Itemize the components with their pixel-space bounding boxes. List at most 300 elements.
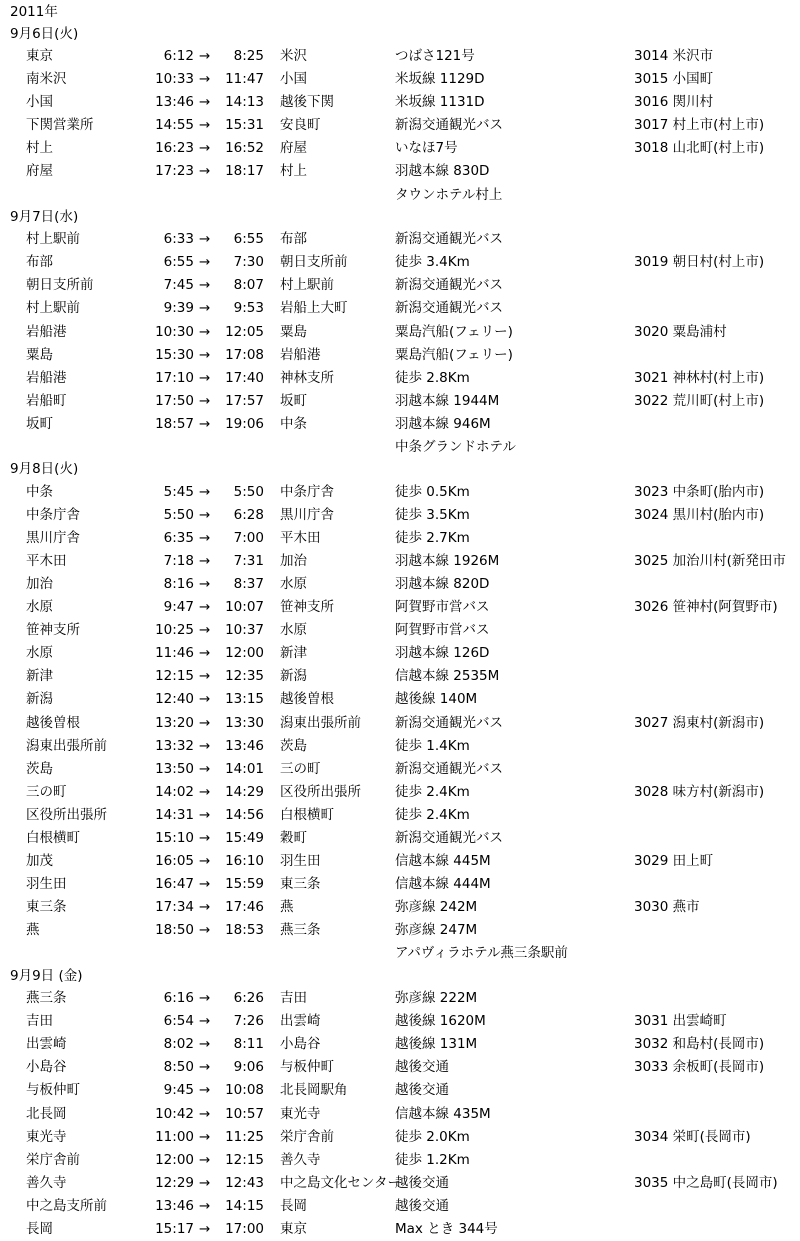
transport-mode: 徒歩 2.0Km bbox=[395, 1128, 470, 1145]
arrow-icon: → bbox=[199, 94, 211, 111]
arrival-station: 水原 bbox=[280, 575, 307, 592]
departure-station: 村上駅前 bbox=[26, 231, 80, 248]
departure-time: 16:23 bbox=[155, 140, 194, 157]
arrow-icon: → bbox=[199, 1197, 211, 1214]
municipality-note: 3020 粟島浦村 bbox=[634, 323, 727, 340]
arrival-time: 15:31 bbox=[225, 117, 264, 134]
arrival-time: 13:15 bbox=[225, 691, 264, 708]
departure-station: 新津 bbox=[26, 668, 53, 685]
arrival-station: 粟島 bbox=[280, 323, 307, 340]
itinerary-row bbox=[0, 550, 800, 573]
departure-time: 14:55 bbox=[155, 117, 194, 134]
departure-station: 岩船港 bbox=[26, 369, 67, 386]
transport-mode: 羽越本線 1926M bbox=[395, 552, 500, 569]
transport-mode: 羽越本線 820D bbox=[395, 575, 490, 592]
day-heading: 9月9日 (金) bbox=[10, 967, 83, 984]
arrival-time: 18:17 bbox=[225, 163, 264, 180]
arrival-time: 8:11 bbox=[233, 1036, 264, 1053]
arrow-icon: → bbox=[199, 922, 211, 939]
transport-mode: 信越本線 435M bbox=[395, 1105, 491, 1122]
transport-mode: 弥彦線 247M bbox=[395, 922, 478, 939]
transport-mode: 羽越本線 126D bbox=[395, 645, 490, 662]
transport-mode: 越後線 1620M bbox=[395, 1013, 486, 1030]
itinerary-row bbox=[0, 45, 800, 68]
municipality-note: 3030 燕市 bbox=[634, 899, 700, 916]
arrival-time: 14:01 bbox=[225, 760, 264, 777]
arrival-station: 平木田 bbox=[280, 529, 321, 546]
arrow-icon: → bbox=[199, 599, 211, 616]
itinerary-row bbox=[0, 781, 800, 804]
departure-time: 15:30 bbox=[155, 346, 194, 363]
transport-mode: 越後線 131M bbox=[395, 1036, 478, 1053]
arrival-time: 13:46 bbox=[225, 737, 264, 754]
municipality-note: 3014 米沢市 bbox=[634, 48, 714, 64]
municipality-note: 3034 栄町(長岡市) bbox=[634, 1128, 751, 1145]
arrival-station: 新津 bbox=[280, 645, 307, 662]
transport-mode: 新潟交通観光バス bbox=[395, 277, 503, 294]
transport-mode: 信越本線 2535M bbox=[395, 668, 500, 685]
itinerary-row bbox=[0, 160, 800, 183]
arrival-station: 白根横町 bbox=[280, 806, 334, 823]
transport-mode: 越後交通 bbox=[395, 1082, 449, 1099]
departure-time: 10:30 bbox=[155, 323, 194, 340]
municipality-note: 3022 荒川町(村上市) bbox=[634, 392, 765, 409]
arrival-time: 18:53 bbox=[225, 922, 264, 939]
arrow-icon: → bbox=[199, 876, 211, 893]
departure-time: 14:31 bbox=[155, 806, 194, 823]
itinerary-row bbox=[0, 573, 800, 596]
arrow-icon: → bbox=[199, 277, 211, 294]
arrival-station: 三の町 bbox=[280, 760, 321, 777]
departure-station: 新潟 bbox=[26, 691, 53, 708]
itinerary-row bbox=[0, 68, 800, 91]
transport-mode: 米坂線 1131D bbox=[395, 94, 485, 111]
transport-mode: 新潟交通観光バス bbox=[395, 117, 503, 134]
arrival-time: 8:37 bbox=[233, 575, 264, 592]
arrow-icon: → bbox=[199, 323, 211, 340]
arrival-station: 長岡 bbox=[280, 1197, 307, 1214]
municipality-note: 3027 潟東村(新潟市) bbox=[634, 714, 765, 731]
arrival-station: 米沢 bbox=[280, 48, 307, 64]
municipality-note: 3028 味方村(新潟市) bbox=[634, 783, 765, 800]
arrival-station: 新潟 bbox=[280, 668, 307, 685]
arrival-station: 中条庁舎 bbox=[280, 483, 334, 500]
municipality-note: 3035 中之島町(長岡市) bbox=[634, 1174, 778, 1191]
arrow-icon: → bbox=[199, 483, 211, 500]
arrival-time: 12:05 bbox=[225, 323, 264, 340]
arrival-time: 15:49 bbox=[225, 830, 264, 846]
departure-station: 燕三条 bbox=[26, 990, 67, 1007]
arrow-icon: → bbox=[199, 1221, 211, 1237]
itinerary-row bbox=[0, 527, 800, 550]
arrival-time: 17:40 bbox=[225, 369, 264, 386]
arrival-time: 12:35 bbox=[225, 668, 264, 685]
arrival-time: 10:57 bbox=[225, 1105, 264, 1122]
transport-mode: 羽越本線 946M bbox=[395, 415, 491, 432]
transport-mode: 徒歩 2.8Km bbox=[395, 369, 470, 386]
arrow-icon: → bbox=[199, 990, 211, 1007]
hotel-line: タウンホテル村上 bbox=[395, 186, 503, 203]
transport-mode: 越後交通 bbox=[395, 1059, 449, 1076]
arrival-time: 7:00 bbox=[233, 529, 264, 546]
arrival-station: 潟東出張所前 bbox=[280, 714, 361, 731]
departure-station: 村上駅前 bbox=[26, 300, 80, 317]
itinerary-document bbox=[0, 2, 800, 1241]
departure-time: 10:42 bbox=[155, 1105, 194, 1122]
municipality-note: 3025 加治川村(新発田市 bbox=[634, 552, 786, 569]
arrival-time: 13:30 bbox=[225, 714, 264, 731]
departure-time: 16:05 bbox=[155, 853, 194, 870]
departure-time: 13:32 bbox=[155, 737, 194, 754]
transport-mode: 徒歩 2.4Km bbox=[395, 783, 470, 800]
arrival-station: 東三条 bbox=[280, 876, 321, 893]
day-heading: 9月6日(火) bbox=[10, 25, 79, 42]
arrow-icon: → bbox=[199, 369, 211, 386]
departure-station: 越後曽根 bbox=[26, 714, 80, 731]
arrow-icon: → bbox=[199, 1105, 211, 1122]
itinerary-row bbox=[0, 1172, 800, 1195]
departure-station: 区役所出張所 bbox=[26, 806, 107, 823]
departure-station: 東三条 bbox=[26, 899, 67, 916]
itinerary-row bbox=[0, 1195, 800, 1218]
departure-time: 6:12 bbox=[163, 48, 194, 64]
arrival-station: 府屋 bbox=[280, 140, 307, 157]
departure-station: 粟島 bbox=[26, 346, 53, 363]
arrival-station: 坂町 bbox=[280, 392, 307, 409]
arrival-time: 17:08 bbox=[225, 346, 264, 363]
departure-station: 中条 bbox=[26, 483, 53, 500]
arrival-station: 朝日支所前 bbox=[280, 254, 348, 271]
itinerary-row bbox=[0, 390, 800, 413]
departure-time: 6:35 bbox=[163, 529, 194, 546]
departure-time: 11:46 bbox=[155, 645, 194, 662]
departure-station: 黒川庁舎 bbox=[26, 529, 80, 546]
arrow-icon: → bbox=[199, 117, 211, 134]
municipality-note: 3026 笹神村(阿賀野市) bbox=[634, 599, 778, 616]
departure-station: 吉田 bbox=[26, 1013, 53, 1030]
arrival-time: 8:25 bbox=[233, 48, 264, 64]
arrival-station: 笹神支所 bbox=[280, 599, 334, 616]
itinerary-row bbox=[0, 850, 800, 873]
arrow-icon: → bbox=[199, 1059, 211, 1076]
transport-mode: いなほ7号 bbox=[395, 140, 458, 157]
hotel-line: アパヴィラホテル燕三条駅前 bbox=[395, 945, 568, 962]
itinerary-row bbox=[0, 367, 800, 390]
itinerary-row bbox=[0, 642, 800, 665]
itinerary-row bbox=[0, 91, 800, 114]
transport-mode: 新潟交通観光バス bbox=[395, 830, 503, 846]
departure-station: 下関営業所 bbox=[26, 117, 94, 134]
departure-station: 燕 bbox=[26, 922, 40, 939]
arrival-time: 15:59 bbox=[225, 876, 264, 893]
transport-mode: つばさ121号 bbox=[395, 48, 475, 64]
itinerary-row bbox=[0, 987, 800, 1010]
arrival-station: 越後下関 bbox=[280, 94, 334, 111]
departure-station: 小島谷 bbox=[26, 1059, 67, 1076]
departure-station: 水原 bbox=[26, 599, 53, 616]
arrival-time: 9:53 bbox=[233, 300, 264, 317]
transport-mode: 徒歩 1.2Km bbox=[395, 1151, 470, 1168]
itinerary-row bbox=[0, 735, 800, 758]
arrival-station: 吉田 bbox=[280, 990, 307, 1007]
transport-mode: 粟島汽船(フェリー) bbox=[395, 323, 513, 340]
transport-mode: 新潟交通観光バス bbox=[395, 300, 503, 317]
arrival-time: 14:15 bbox=[225, 1197, 264, 1214]
departure-time: 11:00 bbox=[155, 1128, 194, 1145]
arrival-station: 善久寺 bbox=[280, 1151, 321, 1168]
arrow-icon: → bbox=[199, 254, 211, 271]
transport-mode: Max とき 344号 bbox=[395, 1221, 498, 1237]
departure-time: 6:33 bbox=[163, 231, 194, 248]
departure-station: 平木田 bbox=[26, 552, 67, 569]
departure-time: 12:29 bbox=[155, 1174, 194, 1191]
transport-mode: 粟島汽船(フェリー) bbox=[395, 346, 513, 363]
arrival-station: 布部 bbox=[280, 231, 307, 248]
arrow-icon: → bbox=[199, 1082, 211, 1099]
municipality-note: 3032 和島村(長岡市) bbox=[634, 1036, 765, 1053]
departure-time: 9:47 bbox=[163, 599, 194, 616]
arrival-time: 14:56 bbox=[225, 806, 264, 823]
departure-time: 18:57 bbox=[155, 415, 194, 432]
itinerary-row bbox=[0, 688, 800, 711]
municipality-note: 3019 朝日村(村上市) bbox=[634, 254, 765, 271]
municipality-note: 3015 小国町 bbox=[634, 71, 714, 88]
arrow-icon: → bbox=[199, 853, 211, 870]
transport-mode: 弥彦線 222M bbox=[395, 990, 478, 1007]
itinerary-row bbox=[0, 665, 800, 688]
departure-station: 長岡 bbox=[26, 1221, 53, 1237]
itinerary-row bbox=[0, 758, 800, 781]
departure-station: 三の町 bbox=[26, 783, 67, 800]
arrival-time: 10:07 bbox=[225, 599, 264, 616]
arrow-icon: → bbox=[199, 899, 211, 916]
municipality-note: 3017 村上市(村上市) bbox=[634, 117, 765, 134]
arrival-time: 7:26 bbox=[233, 1013, 264, 1030]
itinerary-row bbox=[0, 1103, 800, 1126]
departure-time: 6:55 bbox=[163, 254, 194, 271]
departure-time: 10:25 bbox=[155, 622, 194, 639]
departure-time: 12:00 bbox=[155, 1151, 194, 1168]
departure-station: 府屋 bbox=[26, 163, 53, 180]
departure-station: 白根横町 bbox=[26, 830, 80, 846]
arrival-station: 加治 bbox=[280, 552, 307, 569]
arrow-icon: → bbox=[199, 48, 211, 64]
itinerary-row bbox=[0, 1149, 800, 1172]
departure-time: 7:18 bbox=[163, 552, 194, 569]
day-rows bbox=[0, 45, 800, 184]
arrival-station: 小国 bbox=[280, 71, 307, 88]
transport-mode: 越後線 140M bbox=[395, 691, 478, 708]
day-rows bbox=[0, 987, 800, 1241]
itinerary-row bbox=[0, 596, 800, 619]
arrow-icon: → bbox=[199, 529, 211, 546]
departure-station: 北長岡 bbox=[26, 1105, 67, 1122]
arrival-station: 村上駅前 bbox=[280, 277, 334, 294]
departure-time: 14:02 bbox=[155, 783, 194, 800]
transport-mode: 徒歩 3.4Km bbox=[395, 254, 470, 271]
departure-time: 13:50 bbox=[155, 760, 194, 777]
departure-station: 水原 bbox=[26, 645, 53, 662]
transport-mode: 羽越本線 1944M bbox=[395, 392, 500, 409]
arrival-time: 11:25 bbox=[225, 1128, 264, 1145]
arrow-icon: → bbox=[199, 415, 211, 432]
arrival-time: 6:26 bbox=[233, 990, 264, 1007]
itinerary-row bbox=[0, 827, 800, 850]
itinerary-row bbox=[0, 1033, 800, 1056]
municipality-note: 3024 黒川村(胎内市) bbox=[634, 506, 765, 523]
arrival-time: 6:55 bbox=[233, 231, 264, 248]
arrival-station: 燕 bbox=[280, 899, 294, 916]
departure-time: 17:10 bbox=[155, 369, 194, 386]
arrival-station: 区役所出張所 bbox=[280, 783, 361, 800]
departure-station: 出雲崎 bbox=[26, 1036, 67, 1053]
departure-time: 17:23 bbox=[155, 163, 194, 180]
arrival-station: 東光寺 bbox=[280, 1105, 321, 1122]
arrival-time: 17:00 bbox=[225, 1221, 264, 1237]
arrow-icon: → bbox=[199, 163, 211, 180]
departure-time: 13:46 bbox=[155, 1197, 194, 1214]
departure-time: 9:45 bbox=[163, 1082, 194, 1099]
arrival-station: 小島谷 bbox=[280, 1036, 321, 1053]
municipality-note: 3023 中条町(胎内市) bbox=[634, 483, 765, 500]
arrival-time: 17:57 bbox=[225, 392, 264, 409]
arrow-icon: → bbox=[199, 691, 211, 708]
departure-station: 南米沢 bbox=[26, 71, 67, 88]
departure-station: 善久寺 bbox=[26, 1174, 67, 1191]
departure-time: 13:46 bbox=[155, 94, 194, 111]
arrow-icon: → bbox=[199, 552, 211, 569]
transport-mode: 新潟交通観光バス bbox=[395, 714, 503, 731]
arrival-station: 中之島文化センター bbox=[280, 1174, 401, 1191]
itinerary-row bbox=[0, 504, 800, 527]
arrow-icon: → bbox=[199, 300, 211, 317]
arrival-station: 越後曽根 bbox=[280, 691, 334, 708]
transport-mode: 徒歩 2.4Km bbox=[395, 806, 470, 823]
arrow-icon: → bbox=[199, 1036, 211, 1053]
transport-mode: 徒歩 0.5Km bbox=[395, 483, 470, 500]
departure-station: 笹神支所 bbox=[26, 622, 80, 639]
departure-time: 15:17 bbox=[155, 1221, 194, 1237]
municipality-note: 3029 田上町 bbox=[634, 853, 714, 870]
arrow-icon: → bbox=[199, 830, 211, 846]
itinerary-row bbox=[0, 413, 800, 436]
itinerary-row bbox=[0, 274, 800, 297]
arrival-time: 16:10 bbox=[225, 853, 264, 870]
itinerary-row bbox=[0, 896, 800, 919]
departure-time: 17:34 bbox=[155, 899, 194, 916]
departure-station: 加茂 bbox=[26, 853, 53, 870]
arrival-time: 6:28 bbox=[233, 506, 264, 523]
transport-mode: 弥彦線 242M bbox=[395, 899, 478, 916]
itinerary-row bbox=[0, 297, 800, 320]
transport-mode: 阿賀野市営バス bbox=[395, 599, 490, 616]
itinerary-row bbox=[0, 481, 800, 504]
departure-station: 小国 bbox=[26, 94, 53, 111]
arrival-station: 安良町 bbox=[280, 117, 321, 134]
transport-mode: 新潟交通観光バス bbox=[395, 231, 503, 248]
arrow-icon: → bbox=[199, 622, 211, 639]
itinerary-row bbox=[0, 344, 800, 367]
arrival-time: 8:07 bbox=[233, 277, 264, 294]
arrow-icon: → bbox=[199, 346, 211, 363]
arrival-station: 水原 bbox=[280, 622, 307, 639]
departure-station: 茨島 bbox=[26, 760, 53, 777]
itinerary-row bbox=[0, 873, 800, 896]
itinerary-row bbox=[0, 1010, 800, 1033]
transport-mode: 越後交通 bbox=[395, 1197, 449, 1214]
itinerary-row bbox=[0, 1126, 800, 1149]
departure-time: 6:54 bbox=[163, 1013, 194, 1030]
departure-time: 7:45 bbox=[163, 277, 194, 294]
itinerary-row bbox=[0, 804, 800, 827]
transport-mode: 羽越本線 830D bbox=[395, 163, 490, 180]
municipality-note: 3018 山北町(村上市) bbox=[634, 140, 765, 157]
departure-time: 8:16 bbox=[163, 575, 194, 592]
arrival-station: 黒川庁舎 bbox=[280, 506, 334, 523]
departure-time: 18:50 bbox=[155, 922, 194, 939]
arrow-icon: → bbox=[199, 668, 211, 685]
municipality-note: 3021 神林村(村上市) bbox=[634, 369, 765, 386]
arrow-icon: → bbox=[199, 1128, 211, 1145]
departure-time: 12:15 bbox=[155, 668, 194, 685]
day-heading: 9月8日(火) bbox=[10, 461, 79, 478]
arrow-icon: → bbox=[199, 645, 211, 662]
itinerary-row bbox=[0, 114, 800, 137]
arrow-icon: → bbox=[199, 783, 211, 800]
itinerary-row bbox=[0, 137, 800, 160]
departure-time: 15:10 bbox=[155, 830, 194, 846]
municipality-note: 3031 出雲崎町 bbox=[634, 1013, 727, 1030]
itinerary-row bbox=[0, 321, 800, 344]
arrival-station: 羽生田 bbox=[280, 853, 321, 870]
departure-station: 布部 bbox=[26, 254, 53, 271]
departure-station: 岩船港 bbox=[26, 323, 67, 340]
arrow-icon: → bbox=[199, 506, 211, 523]
departure-time: 8:02 bbox=[163, 1036, 194, 1053]
arrow-icon: → bbox=[199, 737, 211, 754]
departure-time: 13:20 bbox=[155, 714, 194, 731]
itinerary-row bbox=[0, 1056, 800, 1079]
arrival-time: 12:15 bbox=[225, 1151, 264, 1168]
arrival-time: 17:46 bbox=[225, 899, 264, 916]
arrow-icon: → bbox=[199, 575, 211, 592]
departure-station: 潟東出張所前 bbox=[26, 737, 107, 754]
arrival-station: 茨島 bbox=[280, 737, 307, 754]
arrival-station: 与板仲町 bbox=[280, 1059, 334, 1076]
arrival-time: 9:06 bbox=[233, 1059, 264, 1076]
arrival-time: 7:30 bbox=[233, 254, 264, 271]
departure-time: 9:39 bbox=[163, 300, 194, 317]
departure-time: 16:47 bbox=[155, 876, 194, 893]
departure-station: 羽生田 bbox=[26, 876, 67, 893]
itinerary-row bbox=[0, 619, 800, 642]
arrow-icon: → bbox=[199, 806, 211, 823]
arrival-station: 燕三条 bbox=[280, 922, 321, 939]
departure-time: 5:45 bbox=[163, 483, 194, 500]
arrival-station: 出雲崎 bbox=[280, 1013, 321, 1030]
arrow-icon: → bbox=[199, 1013, 211, 1030]
transport-mode: 越後交通 bbox=[395, 1174, 449, 1191]
arrival-station: 神林支所 bbox=[280, 369, 334, 386]
arrival-station: 岩船上大町 bbox=[280, 300, 348, 317]
arrival-time: 16:52 bbox=[225, 140, 264, 157]
departure-time: 12:40 bbox=[155, 691, 194, 708]
arrival-time: 7:31 bbox=[233, 552, 264, 569]
departure-station: 坂町 bbox=[26, 415, 53, 432]
departure-station: 村上 bbox=[26, 140, 53, 157]
municipality-note: 3033 余板町(長岡市) bbox=[634, 1059, 765, 1076]
day-rows bbox=[0, 481, 800, 943]
